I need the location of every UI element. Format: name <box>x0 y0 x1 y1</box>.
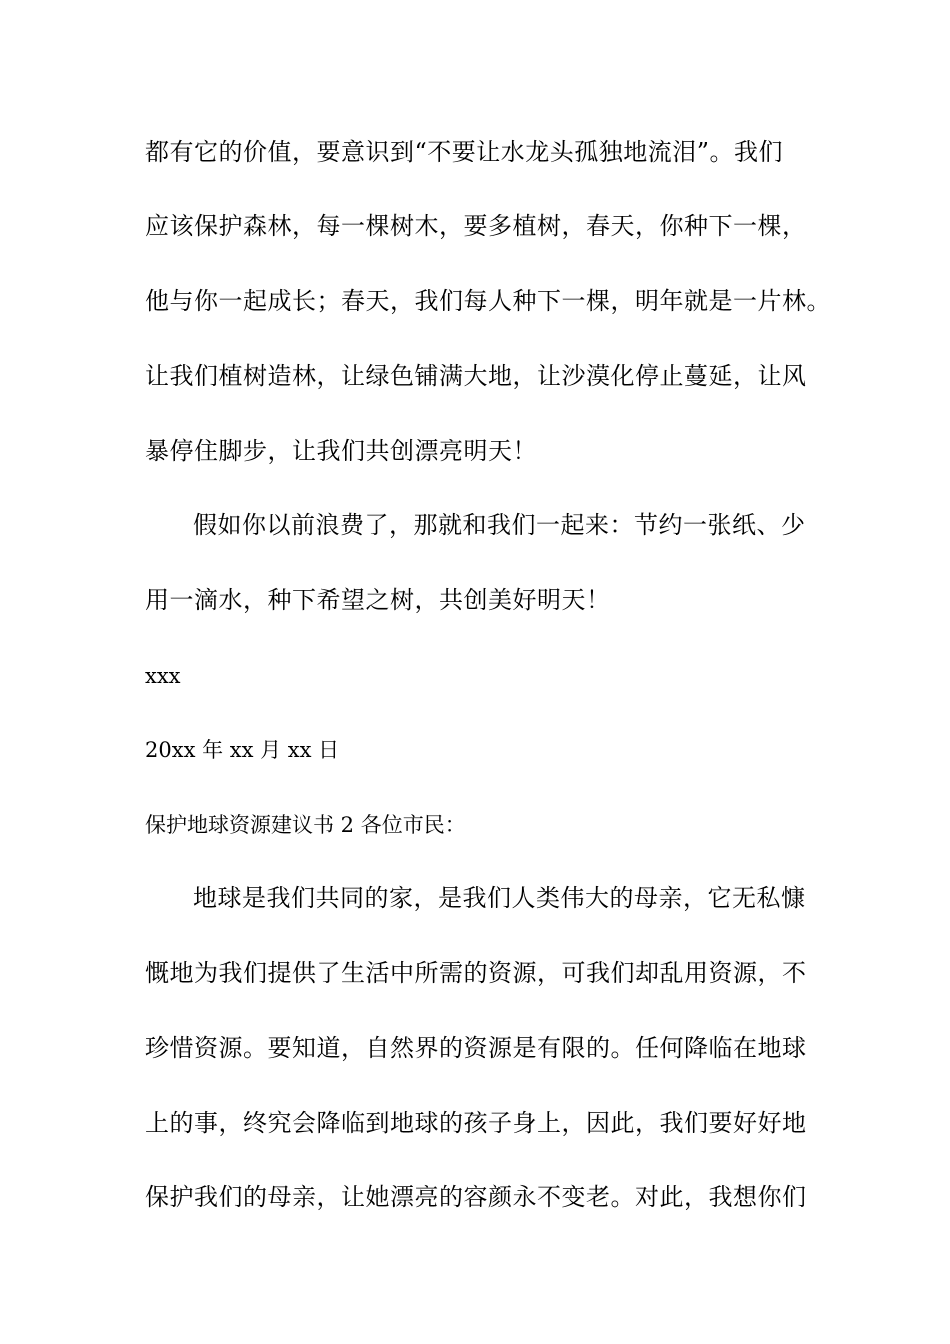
body-line: 他与你一起成长；春天，我们每人种下一棵，明年就是一片林。 <box>145 287 831 315</box>
paragraph-first-line: 假如你以前浪费了，那就和我们一起来：节约一张纸、少 <box>193 511 806 539</box>
body-line: 都有它的价值，要意识到“不要让水龙头孤独地流泪”。我们 <box>145 138 784 166</box>
signature-name: xxx <box>145 664 181 688</box>
signature-date: 20xx 年 xx 月 xx 日 <box>145 738 340 762</box>
body-line: 上的事，终究会降临到地球的孩子身上，因此，我们要好好地 <box>145 1109 807 1137</box>
section-heading: 保护地球资源建议书 2 各位市民： <box>145 813 466 837</box>
body-line: 应该保护森林，每一棵树木，要多植树，春天，你种下一棵， <box>145 212 807 240</box>
paragraph-first-line: 地球是我们共同的家，是我们人类伟大的母亲，它无私慷 <box>193 884 806 912</box>
body-line: 珍惜资源。要知道，自然界的资源是有限的。任何降临在地球 <box>145 1034 807 1062</box>
body-line: 用一滴水，种下希望之树，共创美好明天！ <box>145 586 611 614</box>
body-line: 保护我们的母亲，让她漂亮的容颜永不变老。对此，我想你们 <box>145 1183 807 1211</box>
body-line: 让我们植树造林，让绿色铺满大地，让沙漠化停止蔓延，让风 <box>145 362 807 390</box>
body-line: 暴停住脚步，让我们共创漂亮明天！ <box>145 437 537 465</box>
body-line: 慨地为我们提供了生活中所需的资源，可我们却乱用资源，不 <box>145 959 807 987</box>
